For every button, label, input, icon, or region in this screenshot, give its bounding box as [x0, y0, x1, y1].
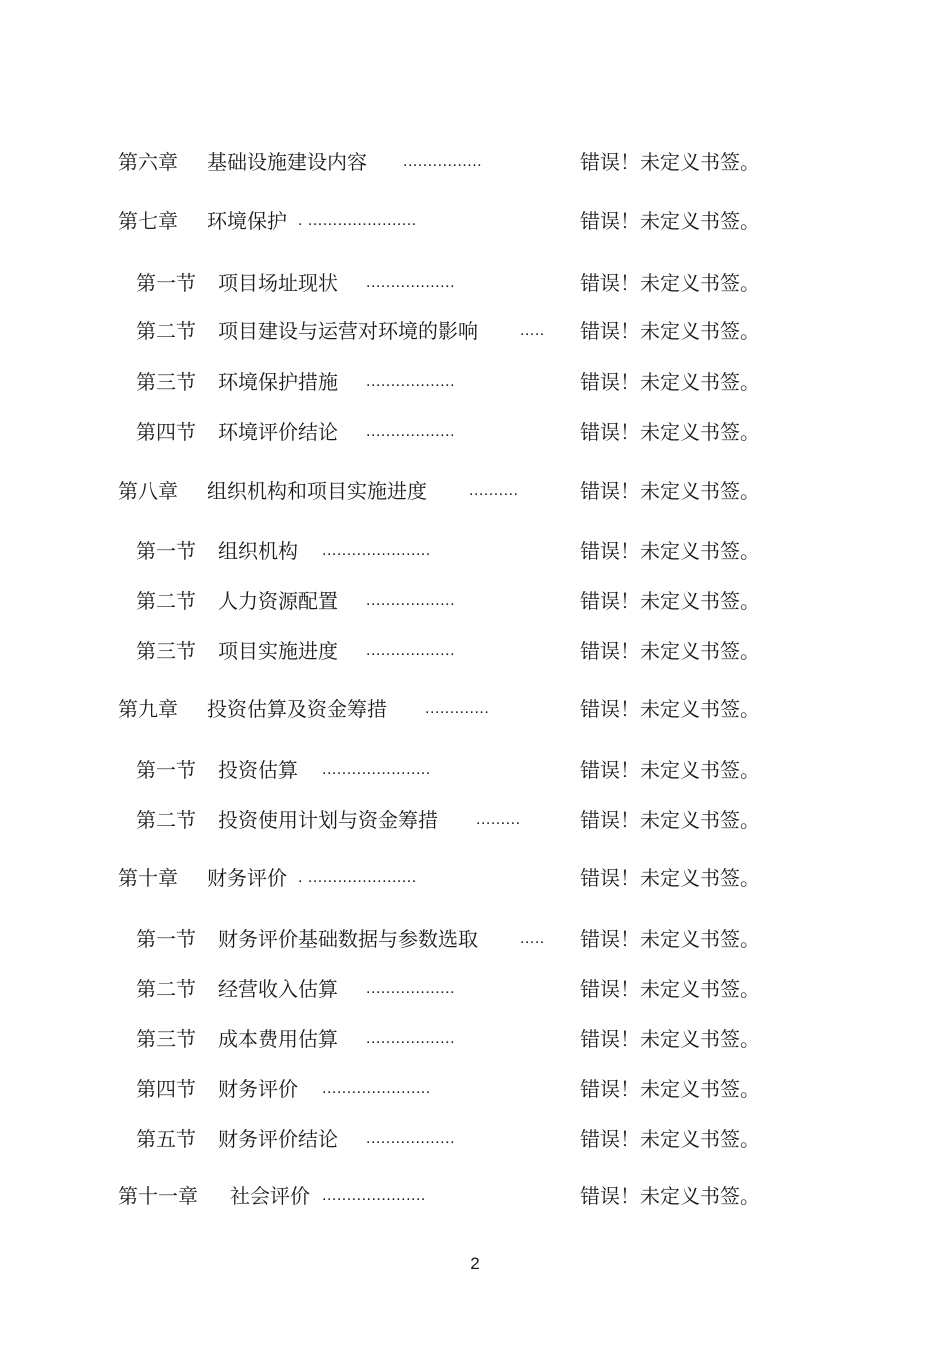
page-number: 2	[470, 1254, 480, 1273]
toc-chapter-entry[interactable]	[0, 206, 950, 236]
toc-entry-page-ref: 错误！未定义书签。	[580, 209, 760, 233]
toc-entry-number: 第七章	[118, 209, 178, 233]
toc-entry-leader: .....	[520, 930, 545, 947]
toc-section-entry[interactable]	[0, 417, 950, 447]
toc-entry-title: 人力资源配置	[218, 589, 338, 613]
toc-entry-number: 第三节	[136, 639, 196, 663]
toc-entry-title: 财务评价基础数据与参数选取	[218, 927, 478, 951]
toc-entry-number: 第八章	[118, 479, 178, 503]
toc-entry-page-ref: 错误！未定义书签。	[580, 539, 760, 563]
toc-entry-title: 环境评价结论	[218, 420, 338, 444]
toc-entry-leader: .....	[520, 322, 545, 339]
toc-section-entry[interactable]	[0, 536, 950, 566]
toc-entry-title: 财务评价	[207, 866, 287, 890]
toc-entry-title: 组织机构和项目实施进度	[207, 479, 427, 503]
toc-entry-leader: ..........	[469, 482, 519, 499]
toc-entry-leader: ..................	[366, 1130, 456, 1147]
toc-section-entry[interactable]	[0, 1024, 950, 1054]
toc-entry-page-ref: 错误！未定义书签。	[580, 150, 760, 174]
toc-entry-title: 财务评价	[218, 1077, 298, 1101]
toc-section-entry[interactable]	[0, 268, 950, 298]
toc-entry-title: 投资使用计划与资金筹措	[218, 808, 438, 832]
toc-entry-number: 第十一章	[118, 1184, 198, 1208]
toc-section-entry[interactable]	[0, 805, 950, 835]
toc-chapter-entry[interactable]	[0, 863, 950, 893]
toc-entry-page-ref: 错误！未定义书签。	[580, 758, 760, 782]
toc-entry-leader: ................	[403, 153, 483, 170]
toc-section-entry[interactable]	[0, 924, 950, 954]
toc-entry-title: 项目建设与运营对环境的影响	[218, 319, 478, 343]
toc-chapter-entry[interactable]	[0, 694, 950, 724]
toc-entry-leader: ......................	[322, 542, 431, 559]
toc-section-entry[interactable]	[0, 974, 950, 1004]
toc-section-entry[interactable]	[0, 316, 950, 346]
toc-chapter-entry[interactable]	[0, 147, 950, 177]
toc-entry-page-ref: 错误！未定义书签。	[580, 1027, 760, 1051]
toc-entry-leader: ..................	[366, 592, 456, 609]
toc-entry-page-ref: 错误！未定义书签。	[580, 370, 760, 394]
toc-entry-leader: ..................	[366, 274, 456, 291]
toc-section-entry[interactable]	[0, 367, 950, 397]
toc-entry-leader: . ......................	[298, 869, 417, 886]
toc-entry-title: 项目实施进度	[218, 639, 338, 663]
toc-entry-leader: ..................	[366, 980, 456, 997]
toc-entry-number: 第一节	[136, 758, 196, 782]
toc-section-entry[interactable]	[0, 1124, 950, 1154]
toc-entry-leader: ..................	[366, 642, 456, 659]
toc-entry-number: 第四节	[136, 420, 196, 444]
toc-section-entry[interactable]	[0, 755, 950, 785]
toc-entry-number: 第四节	[136, 1077, 196, 1101]
toc-chapter-entry[interactable]	[0, 476, 950, 506]
toc-entry-title: 投资估算及资金筹措	[207, 697, 387, 721]
toc-entry-number: 第一节	[136, 927, 196, 951]
toc-entry-number: 第一节	[136, 539, 196, 563]
toc-entry-leader: .........	[476, 811, 521, 828]
toc-chapter-entry[interactable]	[0, 1181, 950, 1211]
toc-entry-leader: ..................	[366, 373, 456, 390]
toc-entry-leader: .............	[425, 700, 490, 717]
toc-entry-number: 第十章	[118, 866, 178, 890]
toc-entry-number: 第六章	[118, 150, 178, 174]
toc-entry-leader: ......................	[322, 1080, 431, 1097]
toc-entry-leader: .....................	[322, 1187, 426, 1204]
toc-entry-page-ref: 错误！未定义书签。	[580, 479, 760, 503]
toc-entry-page-ref: 错误！未定义书签。	[580, 866, 760, 890]
toc-entry-page-ref: 错误！未定义书签。	[580, 977, 760, 1001]
toc-entry-title: 环境保护措施	[218, 370, 338, 394]
toc-entry-number: 第二节	[136, 589, 196, 613]
toc-entry-page-ref: 错误！未定义书签。	[580, 927, 760, 951]
toc-entry-page-ref: 错误！未定义书签。	[580, 1077, 760, 1101]
toc-entry-page-ref: 错误！未定义书签。	[580, 589, 760, 613]
toc-entry-number: 第九章	[118, 697, 178, 721]
toc-entry-number: 第二节	[136, 808, 196, 832]
toc-entry-page-ref: 错误！未定义书签。	[580, 639, 760, 663]
toc-entry-title: 组织机构	[218, 539, 298, 563]
toc-entry-number: 第二节	[136, 977, 196, 1001]
toc-entry-page-ref: 错误！未定义书签。	[580, 1127, 760, 1151]
toc-entry-number: 第一节	[136, 271, 196, 295]
toc-entry-title: 环境保护	[207, 209, 287, 233]
toc-entry-page-ref: 错误！未定义书签。	[580, 271, 760, 295]
toc-entry-title: 投资估算	[218, 758, 298, 782]
toc-entry-title: 项目场址现状	[218, 271, 338, 295]
toc-entry-leader: . ......................	[298, 212, 417, 229]
toc-entry-leader: ..................	[366, 1030, 456, 1047]
toc-entry-title: 财务评价结论	[218, 1127, 338, 1151]
toc-entry-page-ref: 错误！未定义书签。	[580, 808, 760, 832]
toc-section-entry[interactable]	[0, 586, 950, 616]
toc-entry-number: 第五节	[136, 1127, 196, 1151]
toc-entry-page-ref: 错误！未定义书签。	[580, 1184, 760, 1208]
toc-entry-title: 社会评价	[230, 1184, 310, 1208]
toc-entry-title: 经营收入估算	[218, 977, 338, 1001]
toc-entry-leader: ......................	[322, 761, 431, 778]
toc-section-entry[interactable]	[0, 636, 950, 666]
toc-entry-page-ref: 错误！未定义书签。	[580, 697, 760, 721]
toc-entry-title: 成本费用估算	[218, 1027, 338, 1051]
toc-entry-page-ref: 错误！未定义书签。	[580, 420, 760, 444]
toc-entry-number: 第二节	[136, 319, 196, 343]
toc-section-entry[interactable]	[0, 1074, 950, 1104]
toc-entry-leader: ..................	[366, 423, 456, 440]
toc-entry-number: 第三节	[136, 370, 196, 394]
toc-entry-page-ref: 错误！未定义书签。	[580, 319, 760, 343]
toc-entry-number: 第三节	[136, 1027, 196, 1051]
toc-entry-title: 基础设施建设内容	[207, 150, 367, 174]
